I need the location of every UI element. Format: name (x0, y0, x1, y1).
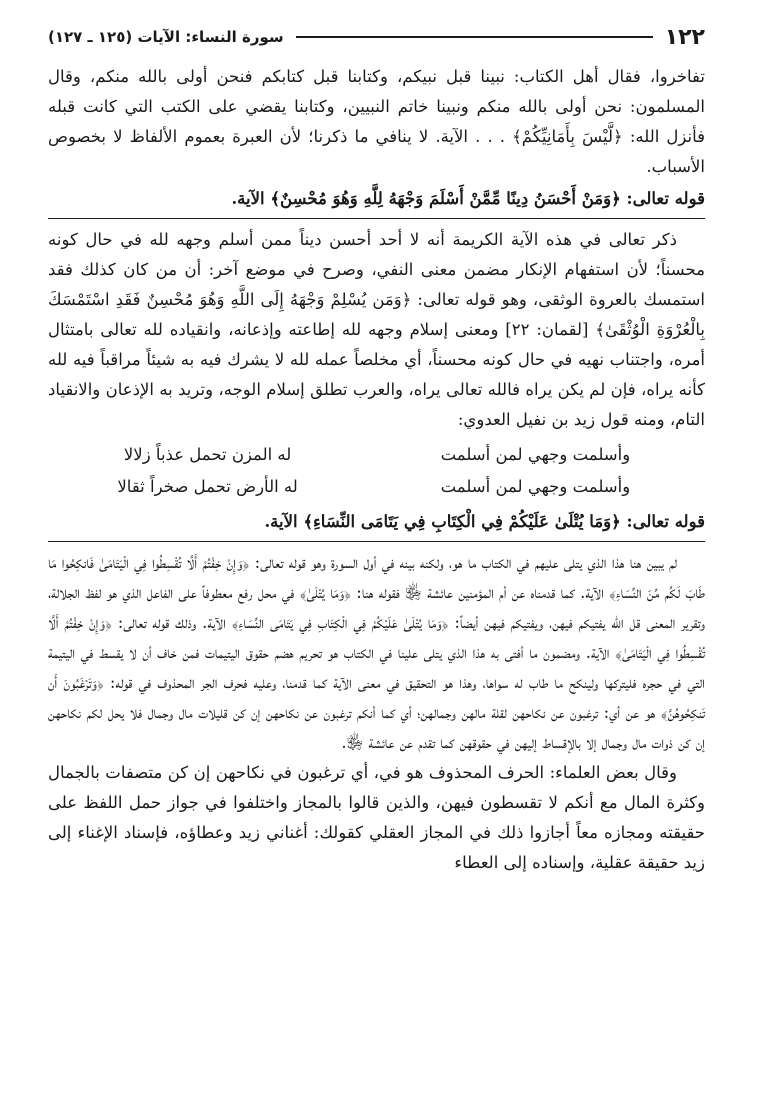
poem-hemistich-second: له الأرض تحمل صخراً ثقالا (117, 477, 298, 496)
page-number: ١٢٢ (664, 24, 705, 50)
paragraph-3: لم يبين هنا هذا الذي يتلى عليهم في الكتاب ما هو، ولكنه بينه في أول السورة وهو قوله تعالى: ﴿وَإِنْ خِفْتُمْ أَلَّا تُقْسِطُوا فِي الْيَتَامَىٰ فَانكِحُوا مَا طَابَ لَكُم مِّنَ النِّسَاءِ﴾ الآية. كما قدمناه عن أم المؤمنين عائشة ﵂ فقوله هنا: ﴿وَمَا يُتْلَىٰ﴾ في محل رفع معطوفاً على الفاعل الذي هو لفظ الجلالة، وتقرير المعنى قل الله يفتيكم فيهن، ويفتيكم فيهن أيضاً: ﴿وَمَا يُتْلَىٰ عَلَيْكُمْ فِي الْكِتَابِ فِي يَتَامَى النِّسَاءِ﴾ الآية. وذلك قوله تعالى: ﴿وَإِنْ خِفْتُمْ أَلَّا تُقْسِطُوا فِي الْيَتَامَىٰ﴾ الآية. ومضمون ما أفتى به هذا الذي يتلى علينا في الكتاب هو تحريم هضم حقوق اليتيمات فمن خاف أن لا يقسط في اليتيمة التي في حجره فليتركها ولينكح ما طاب له سواها، وهذا هو التحقيق في معنى الآية كما قدمنا، وعليه فحرف الجر المحذوف في قوله: ﴿وَتَرْغَبُونَ أَن تَنكِحُوهُنَّ﴾ هو عن أي: ترغبون عن نكاحهن لقلة مالهن وجمالهن؛ أي كما أنكم ترغبون عن نكاحهن إن كن قليلات مال وجمال فلا يحل لكم نكاحهن إن كن ذوات مال وجمال إلا بالإقساط إليهن في حقوقهن كما تقدم عن عائشة ﵂. (48, 553, 705, 752)
paragraph-1: تفاخروا، فقال أهل الكتاب: نبينا قبل نبيكم، وكتابنا قبل كتابكم فنحن أولى بالله منكم، وقال المسلمون: نحن أولى بالله منكم ونبينا خاتم النبيين، وكتابنا يقضي على الكتب التي كانت قبله فأنزل الله: ﴿لَّيْسَ بِأَمَانِيِّكُمْ﴾ . . . الآية. لا ينافي ما ذكرنا؛ لأن العبرة بعموم الألفاظ لا بخصوص الأسباب. (48, 67, 705, 176)
poem (68, 439, 675, 503)
poem-hemistich-first: وأسلمت وجهي لمن أسلمت (440, 477, 631, 496)
heading-suffix: الآية. (264, 512, 298, 531)
page-header (48, 22, 705, 52)
heading-label: قوله تعالى: (626, 189, 705, 208)
header-rule (296, 36, 653, 38)
paragraph-4: وقال بعض العلماء: الحرف المحذوف هو في، أي ترغبون في نكاحهن إن كن متصفات بالجمال وكثرة المال مع أنكم لا تقسطون فيهن، والذين قالوا بالمجاز واختلفوا في جواز حمل اللفظ على حقيقته ومجازه معاً أجازوا ذلك في المجاز العقلي كقولك: أغناني زيد وعطاؤه، فإسناد الإغناء إلى زيد حقيقة عقلية، وإسناده إلى العطاء (48, 763, 705, 872)
section-heading-2 (48, 507, 705, 537)
heading-suffix: الآية. (231, 189, 265, 208)
section-heading-1 (48, 184, 705, 214)
poem-line (68, 471, 675, 503)
poem-line (68, 439, 675, 471)
page-body (48, 62, 705, 878)
running-title: سورة النساء: الآيات (١٢٥ ـ ١٢٧) (48, 28, 284, 46)
heading-label: قوله تعالى: (626, 512, 705, 531)
heading-rule (48, 541, 705, 542)
poem-hemistich-first: وأسلمت وجهي لمن أسلمت (440, 445, 631, 464)
paragraph-2: ذكر تعالى في هذه الآية الكريمة أنه لا أحد أحسن ديناً ممن أسلم وجهه لله في حال كونه محسناً؛ لأن استفهام الإنكار مضمن معنى النفي، وصرح في موضع آخر: أن من كان كذلك فقد استمسك بالعروة الوثقى، وهو قوله تعالى: ﴿وَمَن يُسْلِمْ وَجْهَهُ إِلَى اللَّهِ وَهُوَ مُحْسِنٌ فَقَدِ اسْتَمْسَكَ بِالْعُرْوَةِ الْوُثْقَىٰ﴾ [لقمان: ٢٢] ومعنى إسلام وجهه لله إطاعته وإذعانه، وانقياده لله تعالى بامتثال أمره، واجتناب نهيه في حال كونه محسناً، أي مخلصاً عمله لله لا يشرك فيه به شيئاً مراقباً فيه لله كأنه يراه، فإن لم يكن يراه فالله تعالى يراه، والعرب تطلق إسلام الوجه، وتريد به الإذعان والانقياد التام، ومنه قول زيد بن نفيل العدوي: (48, 230, 705, 429)
poem-hemistich-second: له المزن تحمل عذباً زلالا (123, 445, 292, 464)
heading-verse: ﴿وَمَنْ أَحْسَنُ دِينًا مِّمَّنْ أَسْلَمَ وَجْهَهُ لِلَّهِ وَهُوَ مُحْسِنٌ﴾ (270, 189, 621, 208)
heading-rule (48, 218, 705, 219)
heading-verse: ﴿وَمَا يُتْلَىٰ عَلَيْكُمْ فِي الْكِتَابِ فِي يَتَامَى النِّسَاءِ﴾ (303, 512, 621, 531)
